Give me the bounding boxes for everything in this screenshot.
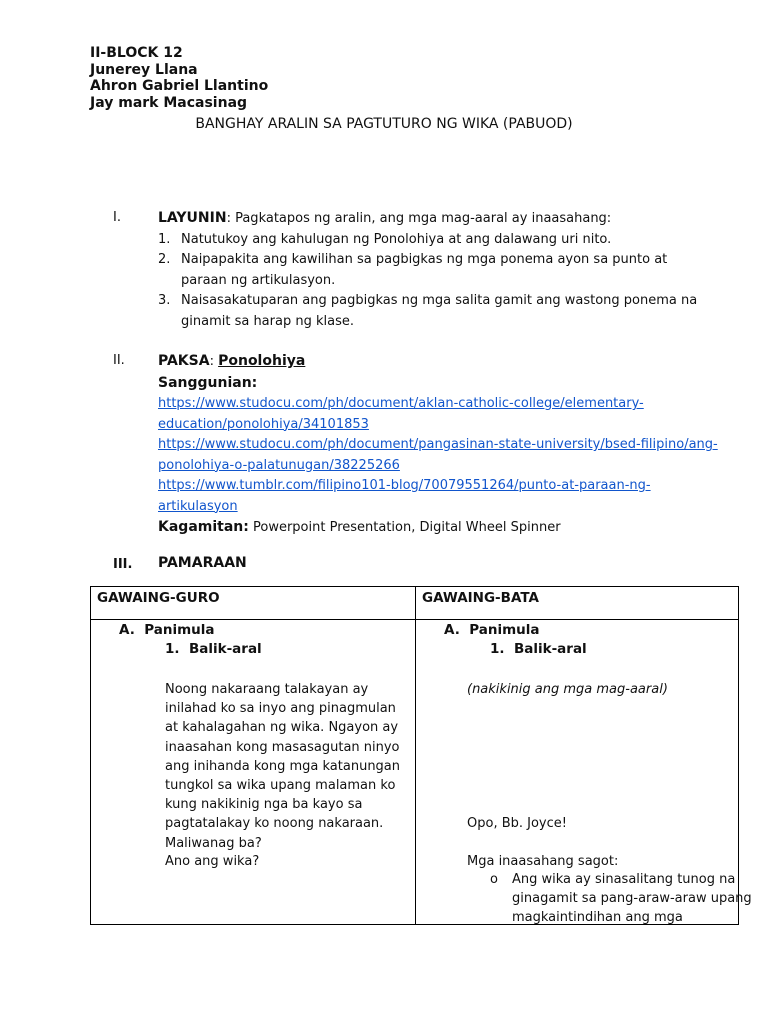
paksa-label: PAKSA (158, 353, 210, 369)
layunin-heading (158, 208, 698, 230)
author-name: Jay mark Macasinag (90, 94, 248, 111)
section-number-1: I. (113, 210, 121, 225)
kagamitan-label: Kagamitan: (158, 519, 249, 535)
objective-item (158, 230, 698, 251)
bata-expected-label: Mga inaasahang sagot: (467, 854, 619, 869)
cell-guro (91, 620, 416, 925)
objective-number: 2. (158, 252, 171, 267)
guro-part-a (119, 622, 215, 638)
section-number-2: II. (113, 353, 125, 368)
kagamitan-text: Powerpoint Presentation, Digital Wheel Spinner (248, 520, 561, 535)
objective-item (158, 250, 698, 291)
bata-expected-answer-text: Ang wika ay sinasalitang tunog na ginagamit sa pang-araw-araw upang magkaintindihan ang mga (512, 872, 752, 926)
kagamitan-line (158, 517, 718, 539)
author-block (90, 45, 268, 111)
guro-item-1 (165, 641, 262, 657)
reference-link[interactable]: https://www.studocu.com/ph/document/pangasinan-state-university/bsed-filipino/ang-ponolohiya-o-palatunugan/38225266 (158, 437, 718, 473)
table-row (91, 620, 739, 925)
section-number-3: III. (113, 557, 133, 572)
section-paksa (158, 351, 718, 539)
objective-text: Naipapakita ang kawilihan sa pagbigkas ng mga ponema ayon sa punto at paraan ng artikulasyon. (181, 252, 668, 288)
block-label: II-BLOCK 12 (90, 45, 183, 61)
paksa-heading (158, 351, 718, 373)
section-layunin (158, 208, 698, 332)
guro-part-a-letter: A. (119, 622, 135, 638)
bata-item-1-number: 1. (490, 641, 505, 657)
objective-list (158, 230, 698, 333)
bata-part-a-label: Panimula (469, 622, 540, 638)
bata-part-a-letter: A. (444, 622, 460, 638)
bata-part-a (444, 622, 540, 638)
reference-link[interactable]: https://www.tumblr.com/filipino101-blog/70079551264/punto-at-paraan-ng-artikulasyon (158, 478, 651, 514)
layunin-intro: : Pagkatapos ng aralin, ang mga mag-aaral ay inaasahang: (226, 211, 612, 226)
author-name: Junerey Llana (90, 61, 198, 78)
objective-number: 1. (158, 231, 171, 247)
objective-text: Naisasakatuparan ang pagbigkas ng mga salita gamit ang wastong ponema na ginamit sa harap ng klase. (181, 293, 698, 329)
pamaraan-table (90, 586, 752, 926)
reference-link[interactable]: https://www.studocu.com/ph/document/aklan-catholic-college/elementary-education/ponolohiya/34101853 (158, 396, 644, 432)
bata-note: (nakikinig ang mga mag-aaral) (467, 682, 668, 697)
document-title: BANGHAY ARALIN SA PAGTUTURO NG WIKA (PABUOD) (195, 116, 573, 132)
pamaraan-heading: PAMARAAN (158, 555, 247, 571)
layunin-label: LAYUNIN (158, 210, 227, 226)
bata-item-1 (490, 641, 587, 657)
guro-part-a-label: Panimula (144, 622, 215, 638)
objective-item (158, 291, 698, 332)
bata-expected-answer (490, 870, 752, 928)
guro-item-1-label: Balik-aral (188, 641, 262, 657)
paksa-colon: : (209, 354, 219, 369)
sanggunian-label (158, 373, 718, 395)
cell-bata (416, 620, 752, 926)
header-gawaing-bata: GAWAING-BATA (416, 587, 739, 620)
table-header-row (91, 587, 739, 620)
sanggunian-text: Sanggunian: (158, 374, 258, 391)
objective-text: Natutukoy ang kahulugan ng Ponolohiya at ang dalawang uri nito. (181, 231, 612, 247)
bata-response: Opo, Bb. Joyce! (467, 816, 567, 831)
bullet-circle-icon: o (490, 872, 498, 887)
objective-number: 3. (158, 293, 171, 308)
author-name: Ahron Gabriel Llantino (90, 78, 269, 94)
guro-paragraph: Noong nakaraang talakayan ay inilahad ko sa inyo ang pinagmulan at kahalagahan ng wika. Ngayon ay inaasahan kong masasagutan ninyo ang inihanda kong mga katanungan tungkol sa wika upang malaman ko kung nakikinig nga ba kayo sa pagtatalakay ko noong nakaraan. Maliwanag ba? (165, 682, 401, 851)
guro-question: Ano ang wika? (165, 854, 260, 869)
bata-item-1-label: Balik-aral (513, 641, 587, 657)
header-gawaing-guro: GAWAING-GURO (91, 587, 416, 620)
guro-item-1-number: 1. (165, 641, 180, 657)
paksa-topic: Ponolohiya (218, 353, 306, 369)
